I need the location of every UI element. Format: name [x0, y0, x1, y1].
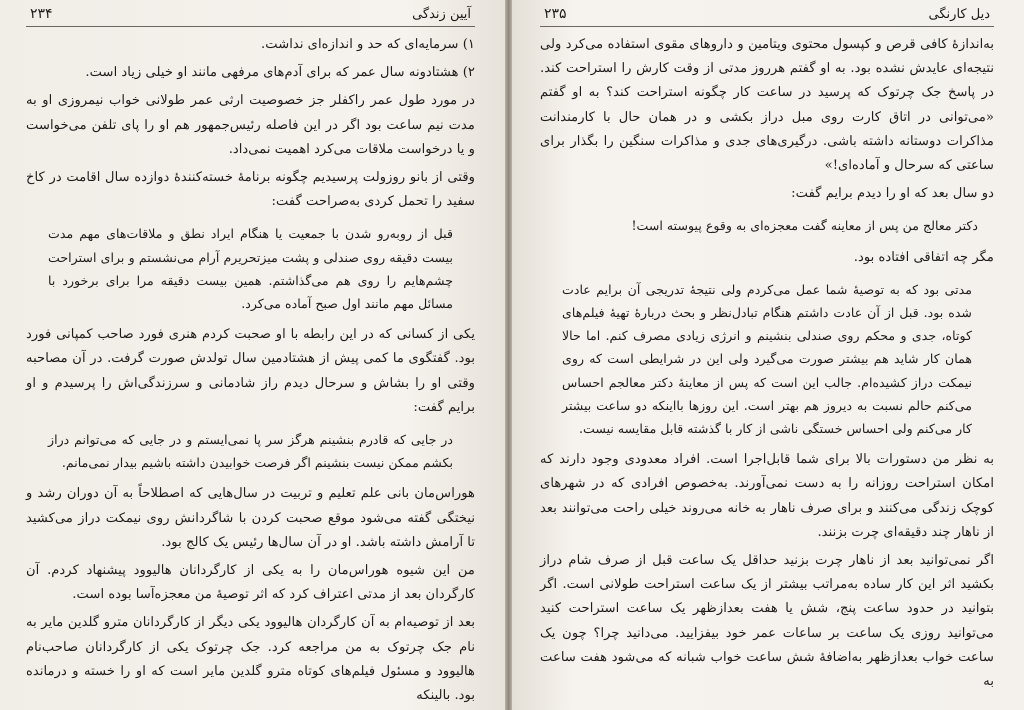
paragraph: اگر نمی‌توانید بعد از ناهار چرت بزنید حداقل یک ساعت قبل از صرف شام دراز بکشید اثر این کار ساده به‌مراتب بیشتر از یک ساعت استراحت طولانی است. اگر بتوانید در حدود ساعت پنج، شش یا هفت بعدازظهر یک ساعت استراحت کنید می‌توانید روزی یک ساعت بر ساعات عمر خود بیفزایید. می‌دانید چرا؟ چون یک ساعت خواب بعدازظهر به‌اضافهٔ شش ساعت خواب شبانه که می‌شود هفت ساعت به	[540, 553, 994, 690]
paragraph: بعد از توصیه‌ام به آن کارگردان هالیوود یکی دیگر از کارگردانان مترو گلدین مایر به نام جک چرتوک به من مراجعه کرد. جک چرتوک یکی از کارگردانان صاحب‌نام هالیوود و مسئول فیلم‌های کوتاه مترو گلدین مایر است که او را خسته و درمانده بود. بالینکه	[26, 615, 475, 704]
left-page-body	[26, 33, 475, 708]
paragraph: ۲) هشتادونه سال عمر که برای آدم‌های مرفهی مانند او خیلی زیاد است.	[85, 65, 475, 81]
left-page-title: آیین زندگی	[412, 6, 471, 22]
right-page-header	[540, 6, 994, 27]
block-quote: مدتی بود که به توصیهٔ شما عمل می‌کردم ولی نتیجهٔ تدریجی آن برایم عادت شده بود. قبل از آن عادت داشتم هنگام تبادل‌نظر و بحث دربارهٔ تهیهٔ فیلم‌های کوتاه، جدی و محکم روی صندلی بنشینم و انرژی زیادی مصرف کنم. اما حالا همان کار شاید هم بیشتر صورت می‌گیرد ولی این در شرایطی است که روی نیمکت دراز کشیده‌ام. جالب این است که پس از معاینهٔ دکتر معالجم احساس می‌کنم حالم نسبت به دیروز هم بهتر است. این روزها بااینکه دو ساعت بیشتر کار می‌کنم ولی احساس خستگی ناشی از کار با گذشته قابل مقایسه نیست.	[562, 281, 972, 437]
right-page-title: دیل کارنگی	[928, 6, 990, 22]
block-quote: دکتر معالج من پس از معاینه گفت معجزه‌ای به وقوع پیوسته است!	[631, 218, 978, 234]
paragraph: به‌اندازهٔ کافی قرص و کپسول محتوی ویتامین و داروهای مقوی استفاده می‌کرد ولی نتیجه‌ای عایدش نشده بود. به او گفتم هرروز مدتی از وقت کارش را استراحت کند. در پاسخ جک چرتوک که پرسید در ساعت کار چگونه استراحت کند؟ به او گفتم «می‌توانی در اتاق کارت روی مبل دراز بکشی و در همان حال با کارمندانت مذاکرات دوستانه داشته باشی. درگیری‌های جدی و مذاکرات سنگین را بگذار برای ساعتی که سرحال و آماده‌ای!»	[540, 37, 994, 174]
paragraph: ۱) سرمایه‌ای که حد و اندازه‌ای نداشت.	[261, 37, 475, 52]
left-page-header	[26, 6, 475, 27]
paragraph: در مورد طول عمر راکفلر جز خصوصیت ارثی عمر طولانی خواب نیمروزی او به مدت نیم ساعت بود اگر در این فاصله رئیس‌جمهور هم او را پای تلفن می‌خواست و یا درخواست ملاقات می‌کرد اهمیت نمی‌داد.	[26, 93, 475, 157]
paragraph: دو سال بعد که او را دیدم برایم گفت:	[791, 186, 994, 202]
book-gutter	[505, 0, 512, 710]
paragraph: وقتی از بانو روزولت پرسیدیم چگونه برنامهٔ خسته‌کنندهٔ دوازده سال اقامت در کاخ سفید را تحمل کردی به‌صراحت گفت:	[26, 170, 475, 210]
paragraph: به نظر من دستورات بالا برای شما قابل‌اجرا است. افراد معدودی وجود دارند که امکان استراحت روزانه را به دست نمی‌آورند. به‌خصوص افرادی که در شهرهای کوچک زندگی می‌کنند و برای صرف ناهار به خانه می‌روند خیلی راحت می‌توانند بعد از ناهار چند دقیقه‌ای چرت بزنند.	[540, 452, 994, 540]
left-page-number: ۲۳۴	[30, 6, 53, 22]
block-quote: قبل از روبه‌رو شدن با جمعیت یا هنگام ایراد نطق و ملاقات‌های مهم مدت بیست دقیقه روی صندلی و پشت میزتحریرم آرام می‌نشستم و برای استراحت چشم‌هایم را روی هم می‌گذاشتم. همین بیست دقیقه مرا برای برخورد با مسائل مهم مانند اول صبح آماده می‌کرد.	[48, 226, 453, 312]
right-page-number: ۲۳۵	[544, 6, 567, 22]
paragraph: من این شیوه هوراس‌مان را به یکی از کارگردانان هالیوود پیشنهاد کردم. آن کارگردان بعد از مدتی اعتراف کرد که اثر توصیهٔ من معجزه‌آسا بوده است.	[26, 563, 475, 603]
right-page	[512, 0, 1024, 710]
left-page	[0, 0, 505, 710]
paragraph: مگر چه اتفاقی افتاده بود.	[853, 249, 994, 265]
paragraph: یکی از کسانی که در این رابطه با او صحبت کردم هنری فورد صاحب کمپانی فورد بود. گفتگوی ما کمی پیش از هشتادمین سال تولدش صورت گرفت. در آن مصاحبه وقتی او را بشاش و سرحال دیدم راز شادمانی و سرزندگی‌اش را پرسیدم و او برایم گفت:	[26, 327, 475, 415]
right-page-body	[540, 33, 994, 694]
paragraph: هوراس‌مان بانی علم تعلیم و تربیت در سال‌هایی که اصطلاحاً به آن دوران رشد و نیختگی گفته می‌شود موقع صحبت کردن با شاگردانش روی نیمکت دراز می‌کشید تا آرامش داشته باشد. او در آن سال‌ها رئیس یک کالج بود.	[26, 486, 475, 550]
block-quote: در جایی که قادرم بنشینم هرگز سر پا نمی‌ایستم و در جایی که می‌توانم دراز بکشم ممکن نیست بنشینم اگر فرصت خوابیدن داشته باشیم بیدار نمی‌مانم.	[48, 432, 453, 471]
